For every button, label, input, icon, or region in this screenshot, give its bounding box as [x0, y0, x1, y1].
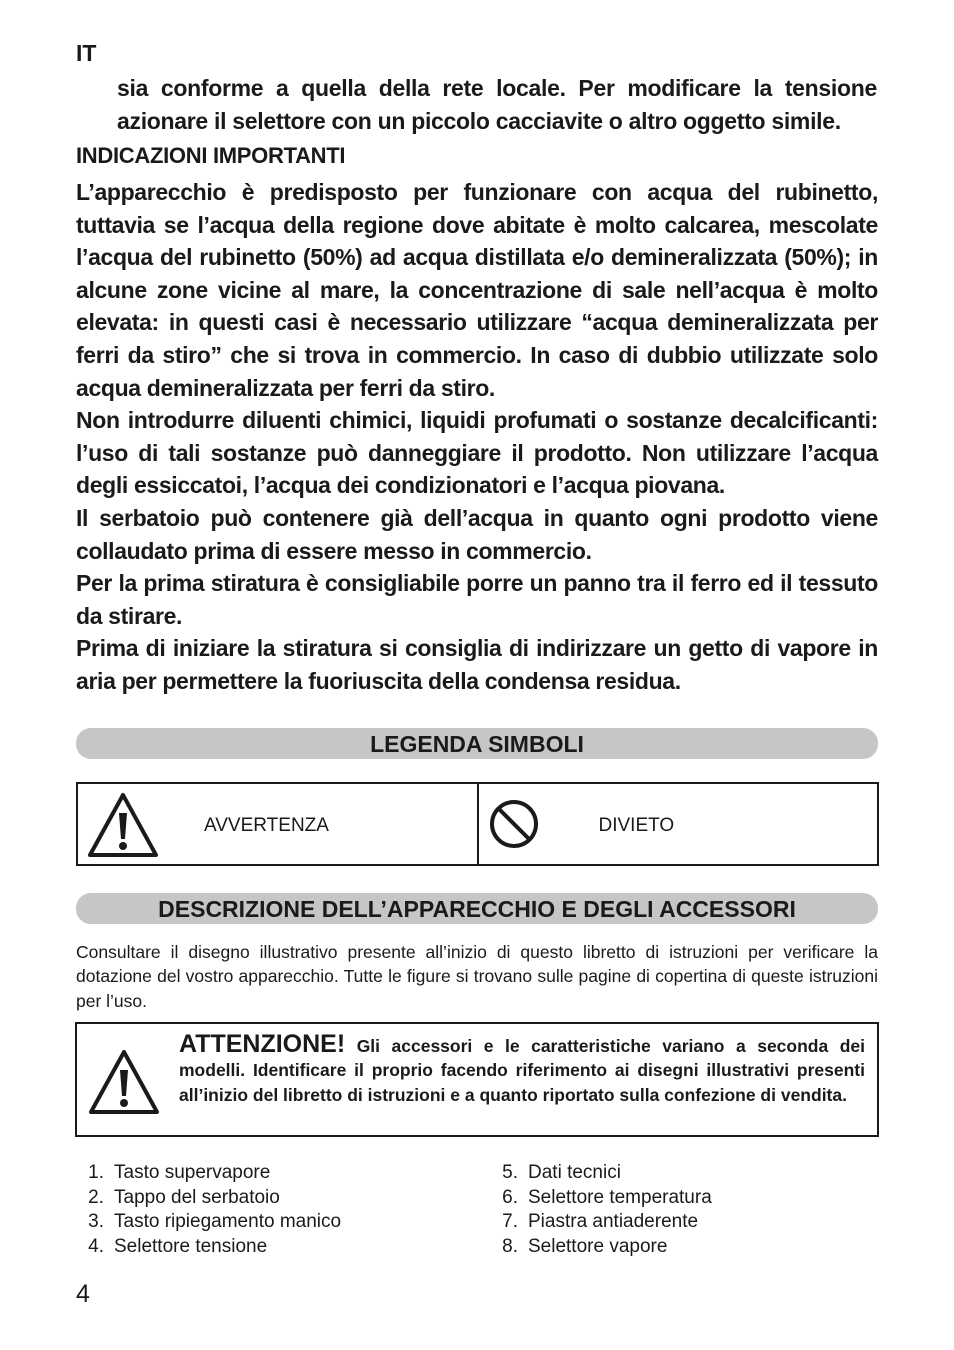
list-item-number: 5. — [502, 1162, 518, 1183]
attention-text-block — [179, 1032, 865, 1107]
prohibition-label: DIVIETO — [598, 815, 675, 836]
description-paragraph: Consultare il disegno illustrativo presente all’inizio di questo libretto di istruzioni per verificare la dotazione del vostro apparecchio. Tutte le figure si trovano sulle pagine di copertina di queste istruzioni per l’uso. — [76, 942, 878, 1011]
list-item-label: Selettore tensione — [114, 1235, 268, 1257]
page-number: 4 — [76, 1280, 90, 1308]
list-item — [66, 1186, 341, 1211]
list-item — [66, 1210, 341, 1235]
warning-symbol-cell — [78, 784, 477, 864]
important-body — [76, 176, 878, 698]
list-item — [480, 1235, 712, 1260]
warning-label: AVVERTENZA — [204, 815, 329, 836]
list-item — [480, 1210, 712, 1235]
list-item-number: 7. — [502, 1211, 518, 1232]
list-item-number: 8. — [502, 1235, 518, 1257]
list-item-number: 6. — [502, 1186, 518, 1208]
important-paragraph: Prima di iniziare la stiratura si consiglia di indirizzare un getto di vapore in aria per permettere la fuoriuscita della condensa residua. — [76, 635, 878, 694]
description-section-bar: DESCRIZIONE DELL’APPARECCHIO E DEGLI ACCESSORI — [76, 893, 878, 924]
warning-triangle-icon — [86, 791, 160, 859]
attention-title: ATTENZIONE! — [179, 1030, 346, 1058]
list-item-label: Selettore temperatura — [528, 1186, 712, 1208]
list-item-number: 1. — [88, 1162, 104, 1183]
prohibition-symbol-cell — [477, 784, 878, 864]
attention-body: Gli accessori e le caratteristiche variano a seconda dei modelli. Identificare il proprio facendo riferimento ai disegni illustrativi presenti all’inizio del libretto di istruzioni e a quanto riportato sulla confezione di vendita. — [179, 1036, 865, 1105]
important-paragraph: Non introdurre diluenti chimici, liquidi profumati o sostanze decalcificanti: l’uso di tali sostanze può danneggiare il prodotto. Non utilizzare l’acqua degli essiccatoi, l’acqua dei condizionatori e l’acqua piovana. — [76, 407, 878, 499]
list-item-label: Tappo del serbatoio — [114, 1186, 280, 1208]
list-item — [66, 1161, 341, 1186]
list-item-number: 2. — [88, 1186, 104, 1208]
list-item — [480, 1186, 712, 1211]
symbol-legend-table — [76, 782, 879, 866]
list-item-label: Tasto supervapore — [114, 1162, 271, 1183]
important-paragraph: L’apparecchio è predisposto per funzionare con acqua del rubinetto, tuttavia se l’acqua della regione dove abitate è molto calcarea, mescolate l’acqua del rubinetto (50%) ad acqua distillata e/o demineralizzata (50%); in alcune zone vicine al mare, la concentrazione di sale nell’acqua è molto elevata: in questi casi è necessario utilizzare “acqua demineralizzata per ferri da stiro” che si trova in commercio. In caso di dubbio utilizzate solo acqua demineralizzata per ferri da stiro. — [76, 179, 878, 401]
parts-list-left — [66, 1161, 341, 1259]
important-heading: INDICAZIONI IMPORTANTI — [76, 143, 346, 168]
legend-section-bar: LEGENDA SIMBOLI — [76, 728, 878, 759]
list-item — [480, 1161, 712, 1186]
list-item-label: Dati tecnici — [528, 1162, 621, 1183]
list-item-label: Piastra antiaderente — [528, 1211, 699, 1232]
prohibition-icon — [487, 800, 541, 848]
language-code: IT — [76, 40, 97, 66]
attention-box — [75, 1022, 879, 1137]
list-item-label: Selettore vapore — [528, 1235, 668, 1257]
parts-list-right — [480, 1161, 712, 1259]
list-item-number: 4. — [88, 1235, 104, 1257]
warning-triangle-icon — [87, 1048, 161, 1116]
list-item-number: 3. — [88, 1211, 104, 1232]
important-paragraph: Per la prima stiratura è consigliabile porre un panno tra il ferro ed il tessuto da stirare. — [76, 570, 878, 629]
continuation-paragraph: sia conforme a quella della rete locale. Per modificare la tensione azionare il selettore con un piccolo cacciavite o altro oggetto simile. — [117, 75, 877, 134]
list-item — [66, 1235, 341, 1260]
important-paragraph: Il serbatoio può contenere già dell’acqua in quanto ogni prodotto viene collaudato prima di essere messo in commercio. — [76, 504, 878, 564]
list-item-label: Tasto ripiegamento manico — [114, 1211, 342, 1232]
